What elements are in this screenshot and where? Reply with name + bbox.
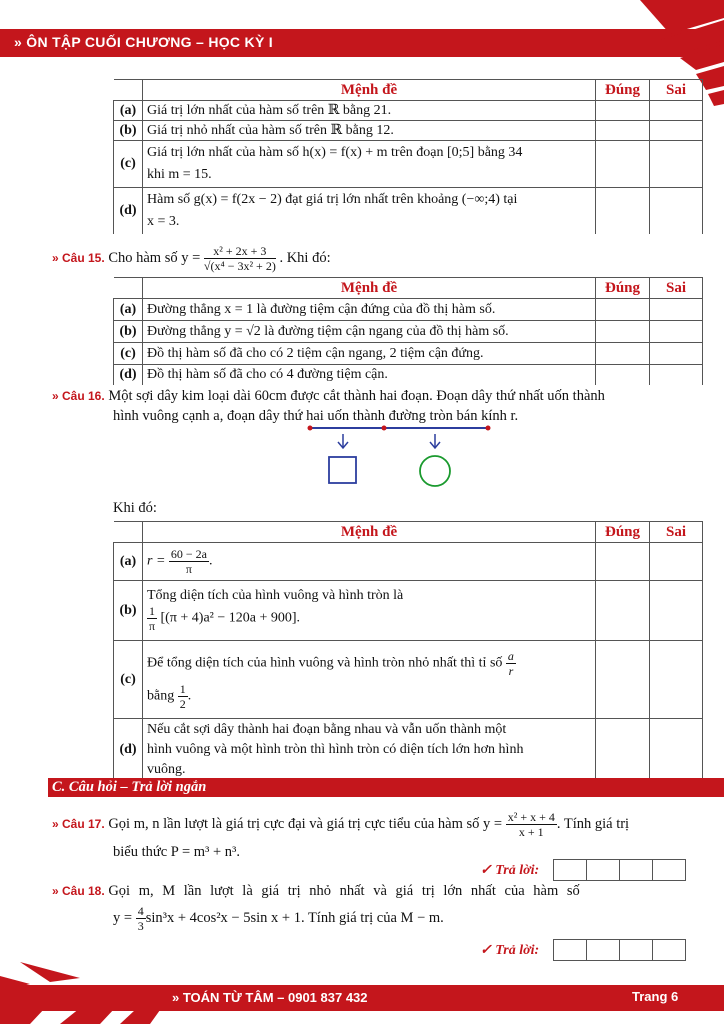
table-3-corner — [114, 522, 143, 543]
row-label: (c) — [114, 343, 143, 365]
footer-contact: » TOÁN TỪ TÂM – 0901 837 432 — [172, 990, 368, 1005]
q18-answer-label: ✓ Trả lời: — [480, 943, 540, 958]
q18-line2a: y = — [113, 909, 133, 926]
row-c-half — [178, 682, 188, 711]
row-text-line1: Giá trị lớn nhất của hàm số h(x) = f(x) + m trên đoạn [0;5] bằng 34 — [147, 145, 523, 160]
answer-box[interactable] — [586, 939, 620, 961]
row-a-denominator: π — [185, 562, 192, 576]
q17-line1b: . Tính giá trị — [556, 815, 630, 832]
false-cell[interactable] — [650, 121, 703, 141]
table-row — [114, 343, 703, 365]
table-row — [114, 581, 703, 641]
answer-box[interactable] — [619, 939, 653, 961]
false-cell[interactable] — [650, 343, 703, 365]
row-d-line1: Nếu cắt sợi dây thành hai đoạn bằng nhau và vẫn uốn thành một — [147, 722, 507, 737]
question-number: » Câu 18. — [52, 884, 105, 898]
table-3 — [113, 521, 703, 781]
q15-fraction — [204, 244, 276, 273]
row-c-ratio — [506, 649, 516, 678]
section-c-title: C. Câu hỏi – Trả lời ngắn — [52, 779, 207, 795]
table-2-corner — [114, 278, 143, 299]
row-label: (b) — [114, 121, 143, 141]
q18-fraction — [136, 904, 146, 933]
row-b-line1: Tổng diện tích của hình vuông và hình tròn là — [147, 588, 404, 603]
table-2-header-true: Đúng — [596, 278, 650, 299]
table-row — [114, 543, 703, 581]
row-text: Đồ thị hàm số đã cho có 4 đường tiệm cận. — [143, 365, 596, 385]
false-cell[interactable] — [650, 719, 703, 782]
question-number: » Câu 15. — [52, 250, 105, 265]
true-cell[interactable] — [596, 343, 650, 365]
false-cell[interactable] — [650, 101, 703, 121]
q18-denominator: 3 — [137, 919, 144, 933]
answer-box[interactable] — [553, 939, 587, 961]
row-label: (a) — [114, 101, 143, 121]
true-cell[interactable] — [596, 719, 650, 782]
table-row — [114, 321, 703, 343]
q16-line1: Một sợi dây kim loại dài 60cm được cắt thành hai đoạn. Đoạn dây thứ nhất uốn thành — [108, 388, 605, 404]
row-c-ratio-den: r — [508, 663, 514, 678]
row-b-denominator: π — [148, 619, 156, 633]
row-text: Giá trị lớn nhất của hàm số trên ℝ bằng 21. — [143, 101, 596, 121]
table-1-header-true: Đúng — [596, 80, 650, 101]
table-row — [114, 641, 703, 719]
false-cell[interactable] — [650, 321, 703, 343]
true-cell[interactable] — [596, 365, 650, 385]
row-b-expression: [(π + 4)a² − 120a + 900]. — [160, 610, 301, 626]
footer-page-number: Trang 6 — [632, 989, 679, 1004]
false-cell[interactable] — [650, 543, 703, 581]
table-row — [114, 101, 703, 121]
row-a-prefix: r = — [147, 553, 166, 569]
table-1-header-statement: Mệnh đề — [143, 80, 596, 101]
question-17 — [52, 810, 629, 839]
q18-line1: Gọi m, M lần lượt là giá trị nhỏ nhất và giá trị lớn nhất của hàm số — [108, 883, 580, 899]
q17-answer-boxes[interactable] — [554, 859, 686, 881]
row-label: (d) — [114, 719, 143, 782]
header-title: » ÔN TẬP CUỐI CHƯƠNG – HỌC KỲ I — [14, 34, 273, 50]
answer-box[interactable] — [586, 859, 620, 881]
answer-box[interactable] — [652, 859, 686, 881]
row-text-line2: khi m = 15. — [147, 167, 212, 182]
table-row — [114, 719, 703, 782]
table-3-header-false: Sai — [650, 522, 703, 543]
row-label: (a) — [114, 299, 143, 321]
row-label: (c) — [114, 641, 143, 719]
row-c-half-num: 1 — [179, 681, 186, 696]
q16-then: Khi đó: — [113, 500, 157, 516]
q18-line2b: sin³x + 4cos²x − 5sin x + 1. Tính giá trị của M − m. — [145, 909, 444, 926]
question-15 — [52, 244, 331, 273]
table-row — [114, 141, 703, 188]
row-c-half-den: 2 — [179, 696, 186, 711]
false-cell[interactable] — [650, 299, 703, 321]
row-c-line1: Để tổng diện tích của hình vuông và hình tròn nhỏ nhất thì tỉ số — [147, 655, 503, 671]
q18-numerator: 4 — [137, 904, 144, 918]
row-label: (b) — [114, 321, 143, 343]
row-label: (a) — [114, 543, 143, 581]
row-text: Đường thẳng y = √2 là đường tiệm cận ngang của đồ thị hàm số. — [143, 321, 596, 343]
row-label: (b) — [114, 581, 143, 641]
row-b-fraction — [147, 604, 157, 633]
table-2-header-statement: Mệnh đề — [143, 278, 596, 299]
row-label: (c) — [114, 141, 143, 188]
table-1-corner — [114, 80, 143, 101]
table-3-header-true: Đúng — [596, 522, 650, 543]
false-cell[interactable] — [650, 141, 703, 188]
question-number: » Câu 16. — [52, 389, 105, 403]
answer-box[interactable] — [553, 859, 587, 881]
table-row — [114, 299, 703, 321]
table-row — [114, 121, 703, 141]
table-row — [114, 365, 703, 385]
answer-box[interactable] — [652, 939, 686, 961]
row-c-ratio-num: a — [507, 648, 514, 663]
row-text: Đồ thị hàm số đã cho có 2 tiệm cận ngang, 2 tiệm cận đứng. — [143, 343, 596, 365]
true-cell[interactable] — [596, 141, 650, 188]
true-cell[interactable] — [596, 121, 650, 141]
table-2 — [113, 277, 703, 385]
true-cell[interactable] — [596, 641, 650, 719]
q17-line2: biểu thức P = m³ + n³. — [113, 844, 241, 860]
row-d-line3: vuông. — [147, 762, 186, 777]
row-text-line2: x = 3. — [147, 214, 180, 229]
q15-numerator: x² + 2x + 3 — [204, 244, 276, 259]
false-cell[interactable] — [650, 188, 703, 235]
question-16 — [52, 386, 605, 406]
false-cell[interactable] — [650, 365, 703, 385]
row-d-line2: hình vuông và một hình tròn thì hình tròn có diện tích lớn hơn hình — [147, 742, 524, 757]
row-c-end: . — [187, 688, 192, 704]
true-cell[interactable] — [596, 581, 650, 641]
true-cell[interactable] — [596, 299, 650, 321]
true-cell[interactable] — [596, 188, 650, 235]
row-b-numerator: 1 — [149, 604, 155, 618]
q18-line2 — [113, 904, 444, 933]
table-2-header-false: Sai — [650, 278, 703, 299]
row-text: Đường thẳng x = 1 là đường tiệm cận đứng của đồ thị hàm số. — [143, 299, 596, 321]
q17-numerator: x² + x + 4 — [507, 810, 555, 824]
table-1-header-false: Sai — [650, 80, 703, 101]
row-text: Giá trị nhỏ nhất của hàm số trên ℝ bằng 12. — [143, 121, 596, 141]
question-number: » Câu 17. — [52, 816, 105, 831]
q16-line2: hình vuông cạnh a, đoạn dây thứ hai uốn thành đường tròn bán kính r. — [113, 408, 519, 424]
false-cell[interactable] — [650, 581, 703, 641]
q17-line1a: Gọi m, n lần lượt là giá trị cực đại và giá trị cực tiểu của hàm số y = — [108, 815, 503, 832]
true-cell[interactable] — [596, 543, 650, 581]
table-row — [114, 188, 703, 235]
q17-answer-label: ✓ Trả lời: — [480, 863, 540, 878]
q15-denominator: √(x⁴ − 3x² + 2) — [203, 259, 276, 273]
table-3-header-statement: Mệnh đề — [143, 522, 596, 543]
row-a-suffix: . — [209, 553, 213, 569]
row-label: (d) — [114, 188, 143, 235]
q15-prefix: Cho hàm số y = — [108, 249, 201, 266]
q17-fraction — [506, 810, 557, 839]
wire-diagram — [300, 420, 500, 490]
q18-answer-boxes[interactable] — [554, 939, 686, 961]
q15-suffix: . Khi đó: — [279, 249, 331, 266]
row-c-line2: bằng — [147, 688, 175, 704]
row-text-line1: Hàm số g(x) = f(2x − 2) đạt giá trị lớn nhất trên khoảng (−∞;4) tại — [147, 192, 518, 207]
row-a-fraction — [169, 547, 209, 576]
true-cell[interactable] — [596, 321, 650, 343]
row-a-numerator: 60 − 2a — [170, 547, 207, 561]
false-cell[interactable] — [650, 641, 703, 719]
table-1 — [113, 79, 703, 234]
true-cell[interactable] — [596, 101, 650, 121]
q17-denominator: x + 1 — [518, 825, 544, 839]
question-18 — [52, 881, 580, 901]
answer-box[interactable] — [619, 859, 653, 881]
row-label: (d) — [114, 365, 143, 385]
